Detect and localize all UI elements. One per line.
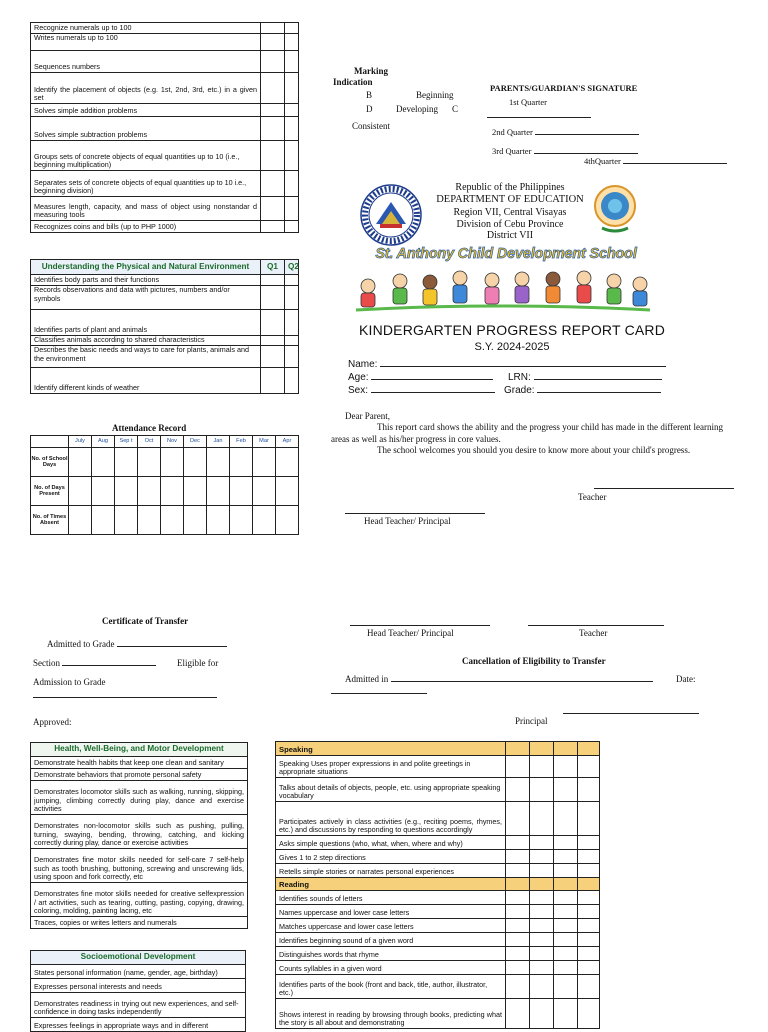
month-oct: Oct	[138, 436, 161, 448]
skill-row: Counts syllables in a given word	[276, 961, 506, 975]
skill-row: Demonstrates non-locomotor skills such as pushing, pulling, turning, swaying, bending, throwing, catching, and kicking correctly during play, dance or exercise activities	[31, 815, 248, 849]
month-sept: Sep t	[115, 436, 138, 448]
age-label: Age:	[348, 372, 369, 383]
parents-q3-label: 3rd Quarter	[492, 146, 532, 156]
attendance-row-label: No. of Times Absent	[31, 506, 69, 535]
parents-q3-line[interactable]	[534, 153, 638, 154]
skill-row: Talks about details of objects, people, etc. using appropriate speaking vocabulary	[276, 778, 506, 802]
grade-label: Grade:	[504, 385, 535, 396]
name-label: Name:	[348, 359, 378, 370]
skill-row: Demonstrates fine motor skills needed for creative selfexpression / art activities, such as tearing, cutting, pasting, copying, drawing, coloring, molding, painting lacing, etc	[31, 883, 248, 917]
cancel-teacher-label: Teacher	[579, 628, 608, 638]
marking-c-code: C	[452, 104, 459, 114]
cancel-date-label: Date:	[676, 674, 696, 684]
marking-d-label: Developing	[396, 104, 438, 114]
physical-env-table	[30, 259, 299, 394]
skill-row: Identifies sounds of letters	[276, 891, 506, 905]
skill-row: Demonstrates locomotor skills such as walking, running, skipping, jumping, climbing correctly during play, dance and exercise activities	[31, 781, 248, 815]
indication-title: Indication	[333, 77, 373, 87]
cancel-admitted-field[interactable]	[391, 681, 653, 682]
deped-seal-icon	[360, 184, 422, 246]
school-seal	[594, 182, 636, 234]
sex-field[interactable]	[371, 392, 495, 393]
skill-row: Groups sets of concrete objects of equal quantities up to 10 (i.e., beginning multiplication)	[31, 141, 261, 171]
cancel-admitted-label: Admitted in	[345, 674, 389, 684]
speaking-band: Speaking	[276, 742, 506, 756]
head-teacher-signature-line[interactable]	[345, 513, 485, 514]
language-table	[275, 741, 600, 1029]
q2-header: Q2	[285, 260, 299, 275]
reading-band: Reading	[276, 878, 506, 891]
q1-header: Q1	[261, 260, 285, 275]
name-field[interactable]	[380, 366, 666, 367]
skill-row: Identifies beginning sound of a given word	[276, 933, 506, 947]
skill-row: Measures length, capacity, and mass of object using nonstandar d measuring tools	[31, 197, 261, 221]
skill-row: Solves simple subtraction problems	[31, 117, 261, 141]
math-skills-table-wrap	[30, 22, 299, 233]
certificate-title: Certificate of Transfer	[102, 616, 189, 626]
letter-salutation: Dear Parent,	[345, 411, 390, 421]
report-card-title: KINDERGARTEN PROGRESS REPORT CARD	[358, 322, 666, 338]
parents-q4-label: 4thQuarter	[584, 156, 621, 166]
skill-row: Identifies parts of plant and animals	[31, 310, 261, 336]
school-seal-icon	[594, 182, 636, 234]
skill-row: Identify different kinds of weather	[31, 368, 261, 394]
health-table-wrap	[30, 742, 248, 929]
socio-table	[30, 950, 246, 1032]
deped-text: DEPARTMENT OF EDUCATION	[436, 194, 584, 205]
month-aug: Aug	[92, 436, 115, 448]
skill-row: Asks simple questions (who, what, when, where and why)	[276, 836, 506, 850]
skill-row: Describes the basic needs and ways to care for plants, animals and the environment	[31, 346, 261, 368]
skill-row: Speaking Uses proper expressions in and polite greetings in appropriate situations	[276, 756, 506, 778]
parents-q1-label: 1st Quarter	[509, 97, 548, 107]
admitted-to-grade-label: Admitted to Grade	[47, 639, 115, 649]
teacher-label: Teacher	[578, 492, 607, 502]
approved-label: Approved:	[33, 717, 72, 727]
admitted-to-grade-field[interactable]	[117, 646, 227, 647]
eligible-label: Eligible for	[177, 658, 219, 668]
skill-row: Writes numerals up to 100	[31, 34, 261, 51]
skill-row: States personal information (name, gender, age, birthday)	[31, 965, 246, 979]
parents-title: PARENTS/GUARDIAN'S SIGNATURE	[490, 83, 638, 93]
attendance-row-label: No. of Days Present	[31, 477, 69, 506]
section-field[interactable]	[62, 665, 156, 666]
month-nov: Nov	[161, 436, 184, 448]
cancel-teacher-line[interactable]	[528, 625, 664, 626]
math-skills-table	[30, 22, 299, 233]
skill-row: Retells simple stories or narrates personal experiences	[276, 864, 506, 878]
school-year: S.Y. 2024-2025	[474, 341, 550, 353]
socio-title: Socioemotional Development	[31, 951, 246, 965]
region-text: Region VII, Central Visayas	[453, 207, 567, 218]
skill-row: Matches uppercase and lower case letters	[276, 919, 506, 933]
skill-row: Recognize numerals up to 100	[31, 23, 261, 34]
physical-env-title: Understanding the Physical and Natural Environment	[31, 260, 261, 275]
skill-row: Demonstrates fine motor skills needed for self-care 7 self-help such as tooth brushing, buttoning, screwing and unscrewing lids, using spoon and fork correctly, etc	[31, 849, 248, 883]
age-field[interactable]	[371, 379, 493, 380]
grade-field[interactable]	[537, 392, 661, 393]
sex-label: Sex:	[348, 385, 369, 396]
skill-row: Distinguishes words that rhyme	[276, 947, 506, 961]
skill-row: Names uppercase and lower case letters	[276, 905, 506, 919]
cancel-date-line[interactable]	[331, 693, 427, 694]
month-feb: Feb	[230, 436, 253, 448]
principal-signature-line[interactable]	[563, 713, 699, 714]
marking-b-code: B	[366, 90, 373, 100]
month-mar: Mar	[253, 436, 276, 448]
socio-table-wrap	[30, 950, 246, 1032]
attendance-row-label: No. of School Days	[31, 448, 69, 477]
physical-env-table-wrap	[30, 259, 299, 394]
lrn-field[interactable]	[534, 379, 662, 380]
skill-row: Recognizes coins and bills (up to PHP 1000)	[31, 221, 261, 233]
admission-signature-line[interactable]	[33, 697, 217, 698]
letter-paragraph-1: This report card shows the ability and the progress your child has made in the different learning areas as well as his/her progress in core values.	[331, 422, 723, 444]
marking-d-code: D	[366, 104, 373, 114]
cancel-title: Cancellation of Eligibility to Transfer	[462, 656, 606, 666]
republic-text: Republic of the Philippines	[455, 182, 565, 193]
children-illustration	[352, 266, 654, 318]
marking-title: Marking	[354, 66, 389, 76]
attendance-table	[30, 435, 299, 535]
parents-q2-line[interactable]	[535, 134, 639, 135]
cancel-head-line[interactable]	[350, 625, 490, 626]
skill-row: Demonstrate health habits that keep one clean and sanitary	[31, 757, 248, 769]
skill-row: Participates actively in class activities (e.g., reciting poems, rhymes, etc.) and discussions by responding to questions accordingly	[276, 802, 506, 836]
skill-row: Separates sets of concrete objects of equal quantities up to 10 i.e., beginning division)	[31, 171, 261, 197]
skill-row: Solves simple addition problems	[31, 104, 261, 117]
attendance-table-wrap	[30, 435, 299, 535]
principal-label: Principal	[515, 716, 548, 726]
skill-row: Identifies body parts and their functions	[31, 275, 261, 286]
letter-paragraph-2: The school welcomes you should you desire to know more about your child's progress.	[377, 445, 691, 455]
admission-to-grade-label: Admission to Grade	[33, 677, 106, 687]
skill-row: Identify the placement of objects (e.g. 1st, 2nd, 3rd, etc.) in a given set	[31, 73, 261, 104]
parents-q2-label: 2nd Quarter	[492, 127, 533, 137]
section-label: Section	[33, 658, 60, 668]
month-dec: Dec	[184, 436, 207, 448]
parents-q4-line[interactable]	[623, 163, 727, 164]
skill-row: Sequences numbers	[31, 51, 261, 73]
month-jan: Jan	[207, 436, 230, 448]
skill-row: Demonstrates readiness in trying out new experiences, and self-confidence in doing tasks independently	[31, 993, 246, 1018]
skill-row: Expresses personal interests and needs	[31, 979, 246, 993]
deped-seal	[360, 184, 422, 246]
teacher-signature-line[interactable]	[594, 488, 734, 489]
district-text: District VII	[486, 230, 534, 241]
attendance-title: Attendance Record	[112, 423, 187, 433]
cancel-head-label: Head Teacher/ Principal	[367, 628, 454, 638]
marking-c-label: Consistent	[352, 121, 391, 131]
health-title: Health, Well-Being, and Motor Development	[31, 743, 248, 757]
skill-row: Gives 1 to 2 step directions	[276, 850, 506, 864]
marking-b-label: Beginning	[416, 90, 454, 100]
skill-row: Expresses feelings in appropriate ways and in different	[31, 1018, 246, 1032]
skill-row: Demonstrate behaviors that promote personal safety	[31, 769, 248, 781]
lrn-label: LRN:	[508, 372, 531, 383]
skill-row: Classifies animals according to shared characteristics	[31, 336, 261, 346]
parents-q1-line[interactable]	[487, 117, 591, 118]
skill-row: Records observations and data with pictures, numbers and/or symbols	[31, 286, 261, 310]
school-name-banner: St. Anthony Child Development School	[375, 246, 637, 262]
division-text: Division of Cebu Province	[456, 219, 564, 230]
language-table-wrap	[275, 741, 600, 1029]
health-table	[30, 742, 248, 929]
head-teacher-label: Head Teacher/ Principal	[364, 516, 451, 526]
skill-row: Traces, copies or writes letters and numerals	[31, 917, 248, 929]
children-illustration-icon	[352, 266, 654, 318]
month-apr: Apr	[276, 436, 299, 448]
skill-row: Shows interest in reading by browsing through books, predicting what the story is all about and demonstrating	[276, 999, 506, 1029]
skill-row: Identifies parts of the book (front and back, title, author, illustrator, etc.)	[276, 975, 506, 999]
month-july: July	[69, 436, 92, 448]
